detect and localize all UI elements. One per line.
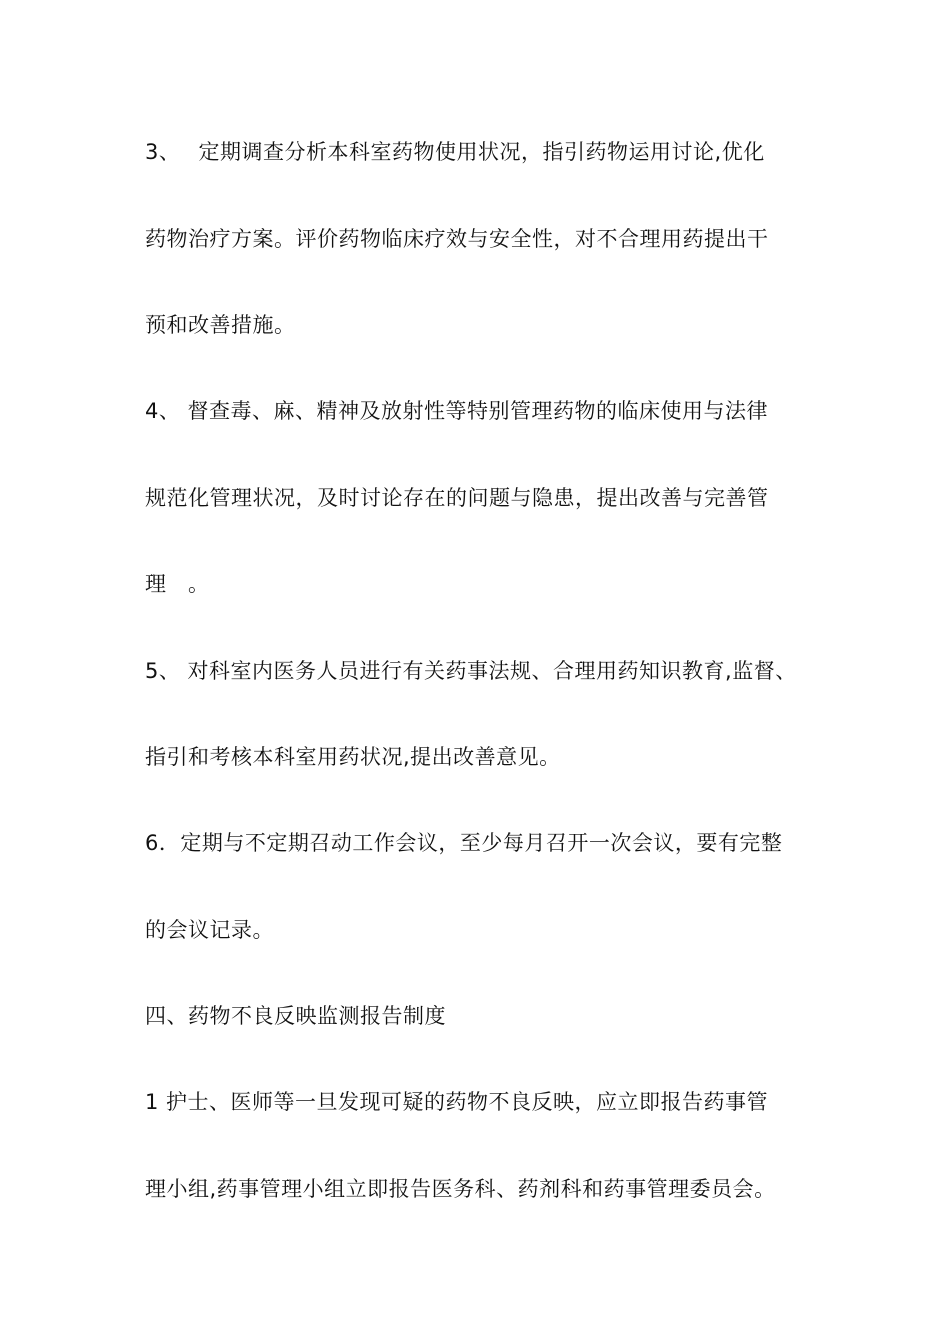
text-line-item4-part2: 规范化管理状况，及时讨论存在的问题与隐患，提出改善与完善管 [145, 486, 769, 510]
section-heading: 四、药物不良反映监测报告制度 [145, 1004, 446, 1028]
text-line-item4-part3: 理 。 [145, 572, 210, 596]
text-line-item3-part2: 药物治疗方案。评价药物临床疗效与安全性，对不合理用药提出干 [145, 227, 769, 251]
text-line-rule1-part1: 1 护士、医师等一旦发现可疑的药物不良反映，应立即报告药事管 [145, 1090, 769, 1114]
text-line-item3-part1: 3、 定期调查分析本科室药物使用状况，指引药物运用讨论,优化 [145, 140, 765, 164]
text-line-item5-part2: 指引和考核本科室用药状况,提出改善意见。 [145, 745, 561, 769]
text-line-item6-part2: 的会议记录。 [145, 918, 274, 942]
text-line-item6-part1: 6．定期与不定期召动工作会议，至少每月召开一次会议，要有完整 [145, 831, 783, 855]
text-line-item5-part1: 5、 对科室内医务人员进行有关药事法规、合理用药知识教育,监督、 [145, 659, 797, 683]
text-line-rule1-part2: 理小组,药事管理小组立即报告医务科、药剂科和药事管理委员会。 [145, 1177, 776, 1201]
text-line-item3-part3: 预和改善措施。 [145, 313, 296, 337]
text-line-item4-part1: 4、 督查毒、麻、精神及放射性等特别管理药物的临床使用与法律 [145, 399, 769, 423]
